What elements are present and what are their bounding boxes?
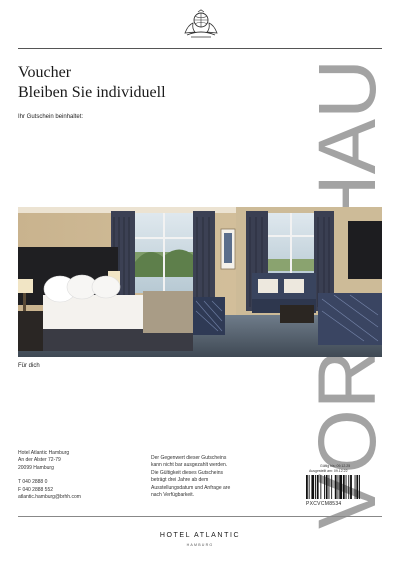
barcode-bar <box>324 475 325 499</box>
hotel-phone: T 040 2888 0 <box>18 479 48 486</box>
barcode-bar <box>306 475 308 499</box>
barcode-bar <box>355 475 356 499</box>
bottom-divider <box>18 516 382 517</box>
barcode-block <box>306 464 378 510</box>
barcode-bar <box>346 475 347 499</box>
note-line: Der Gegenwert dieser Gutscheins <box>151 455 227 461</box>
barcode-bar <box>331 475 332 499</box>
hotel-email[interactable]: atlantic.hamburg@brhh.com <box>18 494 81 501</box>
recipient-label: Für dich <box>18 363 40 369</box>
hotel-room-photo <box>18 207 382 357</box>
barcode-bar <box>309 475 310 499</box>
barcode-number: PXCVCM8534 <box>306 501 342 507</box>
note-line: Die Gültigkeit dieses Gutscheins <box>151 469 223 476</box>
barcode-bar <box>329 475 330 499</box>
barcode-bar <box>335 475 337 499</box>
brand-logo-subtext: HAMBURG <box>186 543 214 547</box>
barcode-valid-until: Gültig bis: 09.12.25 <box>320 464 351 468</box>
barcode-bar <box>356 475 358 499</box>
barcode-bar <box>338 475 339 499</box>
voucher-subtitle: Bleiben Sie individuell <box>18 84 166 101</box>
note-line: Ausstellungsdatum und Anfrage are <box>151 484 231 491</box>
voucher-title: Voucher <box>18 64 72 81</box>
barcode-bar <box>348 475 349 499</box>
barcode <box>306 475 378 499</box>
note-line: nach Verfügbarkeit. <box>151 492 195 499</box>
hotel-city: 20099 Hamburg <box>18 464 54 471</box>
top-divider <box>18 48 382 49</box>
barcode-bar <box>359 475 360 499</box>
barcode-bar <box>320 475 321 499</box>
barcode-bar <box>317 475 319 499</box>
barcode-bar <box>350 475 352 499</box>
crest-icon <box>181 9 221 39</box>
hotel-street: An der Alster 72-79 <box>18 457 61 464</box>
barcode-bar <box>311 475 314 499</box>
hotel-fax: F 040 2888 552 <box>18 486 54 493</box>
barcode-bar <box>326 475 328 499</box>
note-line: kann nicht bar ausgezahlt werden. <box>151 462 228 469</box>
hotel-name: Hotel Atlantic Hamburg <box>18 450 70 456</box>
brand-logo-text: HOTEL ATLANTIC <box>159 532 241 539</box>
includes-label: Ihr Gutschein beinhaltet: <box>18 114 84 120</box>
barcode-bar <box>339 475 342 499</box>
barcode-bar <box>343 475 345 499</box>
barcode-bar <box>315 475 316 499</box>
note-line: beträgt drei Jahre ab dem <box>151 477 209 484</box>
hotel-address <box>18 450 81 501</box>
validity-note <box>151 455 276 499</box>
barcode-issued: Ausgestellt am: 09.12.22 <box>309 469 348 473</box>
